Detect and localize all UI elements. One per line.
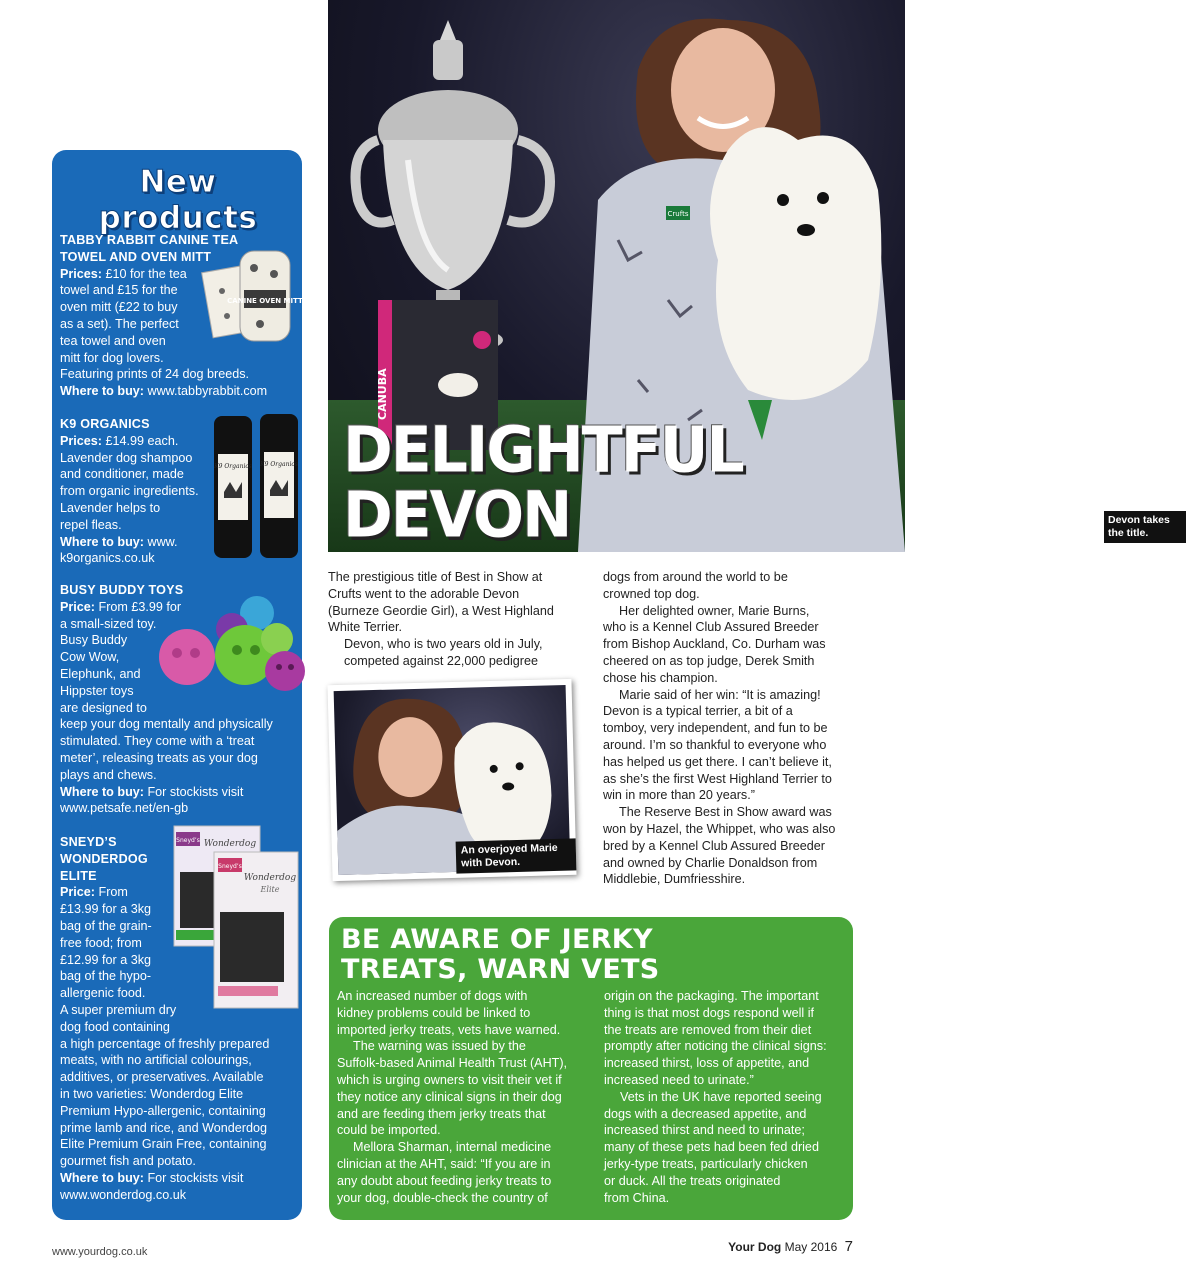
crufts-badge: Crufts xyxy=(667,210,689,218)
jerky-treats-box xyxy=(329,917,853,1220)
footer-folio xyxy=(728,1238,853,1255)
product-text: Lavender dog shampoo xyxy=(60,450,193,465)
headline-line: DELIGHTFUL xyxy=(343,413,743,488)
trophy-image xyxy=(348,20,568,460)
product-text: prime lamb and rice, and Wonderdog xyxy=(60,1120,267,1135)
jerky-text: and are feeding them jerky treats that xyxy=(337,1106,546,1121)
tea-towel-mitt-image xyxy=(202,246,302,346)
new-products-sidebar xyxy=(52,150,302,1220)
product-text: A super premium dry xyxy=(60,1002,177,1017)
hero-caption xyxy=(1104,511,1186,543)
where-label: Where to buy: xyxy=(60,534,144,549)
product-text: and conditioner, made xyxy=(60,467,184,482)
price-label: Price: xyxy=(60,599,96,614)
jerky-text: origin on the packaging. The important xyxy=(604,989,819,1003)
product-text: additives, or preservatives. Available xyxy=(60,1070,264,1085)
article-text: tomboy, very independent, and fun to be xyxy=(603,721,828,736)
sidebar-title: New products xyxy=(98,164,258,236)
product-text: £14.99 each. xyxy=(105,433,179,448)
product-text: in two varieties: Wonderdog Elite xyxy=(60,1086,244,1101)
footer-website[interactable]: www.yourdog.co.uk xyxy=(52,1246,148,1258)
jerky-text: dogs with a decreased appetite, and xyxy=(604,1106,807,1121)
wonderdog-bags-image xyxy=(170,822,302,1012)
article-text: (Burneze Geordie Girl), a West Highland xyxy=(328,603,554,618)
page-number: 7 xyxy=(844,1238,853,1255)
bag-brand: Wonderdog xyxy=(243,873,297,883)
article-text: bred by a Kennel Club Assured Breeder xyxy=(603,838,825,853)
article-column-1 xyxy=(328,569,568,670)
article-text: chose his champion. xyxy=(603,670,718,685)
jerky-text: kidney problems could be linked to xyxy=(337,1005,531,1020)
article-text: dogs from around the world to be xyxy=(603,570,788,584)
where-link[interactable]: www.wonderdog.co.uk xyxy=(60,1187,187,1202)
jerky-text: increased thirst, loss of appetite, and xyxy=(604,1056,810,1071)
price-label: Prices: xyxy=(60,433,103,448)
product-heading: ELITE xyxy=(60,868,97,883)
product-text: Elite Premium Grain Free, containing xyxy=(60,1137,267,1152)
jerky-text: many of these pets had been fed dried xyxy=(604,1140,819,1155)
jerky-text: The warning was issued by the xyxy=(353,1039,526,1054)
page-headline xyxy=(343,413,743,553)
article-text: crowned top dog. xyxy=(603,586,700,601)
product-text: Elephunk, and xyxy=(60,666,141,681)
jerky-column-2 xyxy=(604,988,849,1206)
article-text: and owned by Charlie Donaldson from xyxy=(603,855,818,870)
jerky-text: from China. xyxy=(604,1190,670,1205)
product-text: stimulated. They come with a ‘treat xyxy=(60,734,255,749)
inset-caption xyxy=(456,838,577,873)
jerky-column-1 xyxy=(337,988,587,1206)
jerky-text: which is urging owners to visit their vet if xyxy=(337,1072,562,1087)
bag-badge: Sneyd’s xyxy=(176,837,200,844)
price-label: Price: xyxy=(60,885,96,900)
product-text: from organic ingredients. xyxy=(60,484,199,499)
jerky-text: increased need to urinate.” xyxy=(604,1072,754,1087)
where-link[interactable]: www.petsafe.net/en-gb xyxy=(60,801,189,816)
jerky-text: or duck. All the treats originated xyxy=(604,1173,781,1188)
product-text: free food; from xyxy=(60,935,142,950)
article-text: The prestigious title of Best in Show at xyxy=(328,570,543,584)
jerky-text: jerky-type treats, particularly chicken xyxy=(604,1156,808,1171)
product-text: towel and £15 for the xyxy=(60,283,178,298)
bag-badge: Sneyd’s xyxy=(218,863,242,870)
where-link[interactable]: k9organics.co.uk xyxy=(60,551,155,566)
jerky-text: the treats are removed from their diet xyxy=(604,1022,812,1037)
article-text: Her delighted owner, Marie Burns, xyxy=(619,603,810,618)
article-text: Marie said of her win: “It is amazing! xyxy=(619,687,821,702)
article-text: Devon, who is two years old in July, xyxy=(344,637,543,652)
bag-sub: Elite xyxy=(260,885,280,894)
product-text: Hippster toys xyxy=(60,683,134,698)
jerky-text: Mellora Sharman, internal medicine xyxy=(353,1140,552,1155)
jerky-text: clinician at the AHT, said: “If you are in xyxy=(337,1156,551,1171)
article-text: The Reserve Best in Show award was xyxy=(619,805,832,820)
product-text: From xyxy=(98,885,128,900)
where-link[interactable]: www. xyxy=(147,534,178,549)
product-heading: TOWEL AND OVEN MITT xyxy=(60,249,212,264)
jerky-text: promptly after noticing the clinical signs: xyxy=(604,1039,827,1054)
bag-brand: Wonderdog xyxy=(203,839,257,849)
article-column-2 xyxy=(603,569,853,888)
product-text: meats, with no artificial colourings, xyxy=(60,1053,252,1068)
article-text: cheered on as top judge, Derek Smith xyxy=(603,653,815,668)
article-text: who is a Kennel Club Assured Breeder xyxy=(603,620,819,635)
jerky-text: imported jerky treats, vets have warned. xyxy=(337,1022,561,1037)
product-text: Premium Hypo-allergenic, containing xyxy=(60,1103,266,1118)
product-text: as a set). The perfect xyxy=(60,316,179,331)
caption-line: with Devon. xyxy=(461,855,521,870)
product-text: a high percentage of freshly prepared xyxy=(60,1036,270,1051)
article-text: won by Hazel, the Whippet, who was also xyxy=(603,821,836,836)
headline-line: DEVON xyxy=(343,478,571,553)
product-text: £10 for the tea xyxy=(105,266,187,281)
busy-buddy-toys-image xyxy=(147,595,302,695)
product-text: are designed to xyxy=(60,700,147,715)
caption-line: the title. xyxy=(1108,527,1149,539)
product-text: From £3.99 for xyxy=(98,599,182,614)
product-heading: K9 ORGANICS xyxy=(60,417,150,431)
issue-date: May 2016 xyxy=(784,1240,838,1254)
article-text: Crufts went to the adorable Devon xyxy=(328,586,520,601)
jerky-title xyxy=(341,925,841,985)
product-text: For stockists visit xyxy=(147,1170,244,1185)
bottle-label: K9 Organics xyxy=(260,461,298,468)
product-text: keep your dog mentally and physically xyxy=(60,717,273,732)
caption-line: An overjoyed Marie xyxy=(460,841,558,857)
product-text: For stockists visit xyxy=(147,784,244,799)
article-text: competed against 22,000 pedigree xyxy=(344,653,538,668)
product-text: plays and chews. xyxy=(60,767,157,782)
product-heading: BUSY BUDDY TOYS xyxy=(60,583,184,597)
food-bag-label: CANUBA xyxy=(376,368,389,420)
product-text: Lavender helps to xyxy=(60,500,161,515)
title-line: BE AWARE OF JERKY xyxy=(341,924,653,955)
product-text: bag of the hypo- xyxy=(60,969,152,984)
article-text: Middlebie, Dumfriesshire. xyxy=(603,872,746,887)
caption-line: Devon takes xyxy=(1108,514,1170,526)
product-heading: WONDERDOG xyxy=(60,851,148,866)
product-text: tea towel and oven xyxy=(60,333,166,348)
mitt-label: CANINE OVEN MITT xyxy=(227,297,303,305)
jerky-text: thing is that most dogs respond well if xyxy=(604,1005,815,1020)
jerky-text: Suffolk-based Animal Health Trust (AHT), xyxy=(337,1056,568,1071)
product-text: gourmet fish and potato. xyxy=(60,1154,196,1169)
where-label: Where to buy: xyxy=(60,784,144,799)
product-text: Featuring prints of 24 dog breeds. xyxy=(60,367,250,382)
product-text: allergenic food. xyxy=(60,986,146,1001)
jerky-text: they notice any clinical signs in their dog xyxy=(337,1089,562,1104)
product-heading: SNEYD’S xyxy=(60,835,117,849)
article-text: has helped us get there. I can’t believe it, xyxy=(603,754,832,769)
jerky-text: any doubt about feeding jerky treats to xyxy=(337,1173,552,1188)
product-text: Cow Wow, xyxy=(60,650,120,665)
article-text: from Bishop Auckland, Co. Durham was xyxy=(603,637,826,652)
magazine-name: Your Dog xyxy=(728,1240,782,1254)
jerky-text: your dog, double-check the country of xyxy=(337,1190,548,1205)
where-link[interactable]: www.tabbyrabbit.com xyxy=(147,384,268,399)
where-label: Where to buy: xyxy=(60,1170,144,1185)
where-label: Where to buy: xyxy=(60,384,144,399)
product-text: mitt for dog lovers. xyxy=(60,350,164,365)
jerky-text: could be imported. xyxy=(337,1123,441,1138)
article-text: Devon is a typical terrier, a bit of a xyxy=(603,704,793,719)
article-text: as she’s the first West Highland Terrier to xyxy=(603,771,832,786)
article-text: win in more than 20 years.” xyxy=(603,788,755,803)
k9-bottles-image xyxy=(210,412,302,562)
title-line: TREATS, WARN VETS xyxy=(341,954,660,985)
product-text: dog food containing xyxy=(60,1019,170,1034)
product-text: Busy Buddy xyxy=(60,633,128,648)
product-heading: TABBY RABBIT CANINE TEA xyxy=(60,233,239,247)
product-text: bag of the grain- xyxy=(60,918,152,933)
product-text: £13.99 for a 3kg xyxy=(60,902,152,917)
article-text: around. I’m so thankful to everyone who xyxy=(603,737,827,752)
jerky-text: Vets in the UK have reported seeing xyxy=(620,1089,822,1104)
article-text: White Terrier. xyxy=(328,620,402,635)
product-text: oven mitt (£22 to buy xyxy=(60,300,178,315)
product-text: meter’, releasing treats as your dog xyxy=(60,750,258,765)
bottle-label: K9 Organics xyxy=(214,463,252,470)
product-text: £12.99 for a 3kg xyxy=(60,952,152,967)
jerky-text: increased thirst and need to urinate; xyxy=(604,1123,805,1138)
price-label: Prices: xyxy=(60,266,103,281)
product-text: repel fleas. xyxy=(60,517,122,532)
product-text: a small-sized toy. xyxy=(60,616,157,631)
jerky-text: An increased number of dogs with xyxy=(337,989,528,1003)
